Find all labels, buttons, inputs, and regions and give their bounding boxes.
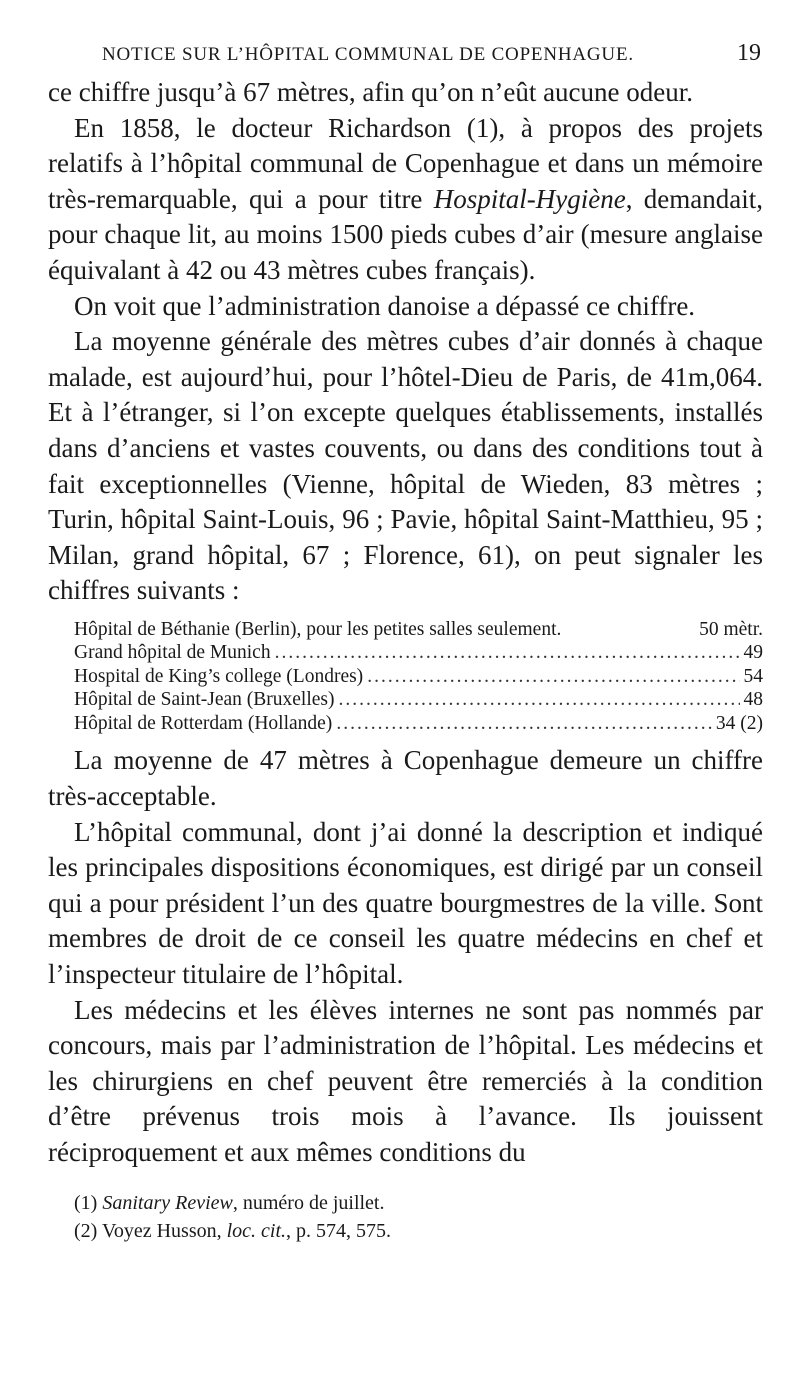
- footnote-2: [74, 1217, 763, 1245]
- paragraph-6: L’hôpital communal, dont j’ai donné la description et indiqué les principales dispositions économiques, est dirigé par un conseil qui a pour président l’un des quatre bourgmestres de la ville. Sont membres de droit de ce conseil les quatre médecins en chef et l’inspecteur titulaire de l’hôpital.: [48, 816, 763, 989]
- leader-dots: [338, 688, 739, 712]
- footnote-1: [74, 1189, 763, 1217]
- leader-dots: [275, 641, 740, 665]
- table-row-name: Hôpital de Rotterdam (Hollande): [74, 712, 333, 734]
- running-head: [48, 40, 763, 67]
- hospital-air-volume-table: [74, 618, 763, 736]
- table-row: [74, 641, 763, 665]
- body-text: [48, 75, 763, 609]
- footnote-2-mark: (2): [74, 1219, 98, 1242]
- table-row-name: Hôpital de Béthanie (Berlin), pour les petites salles seulement.: [74, 618, 562, 640]
- paragraph-2-text-a: En 1858, le docteur Richardson (1), à propos des projets relatifs à l’hôpital communal de Copenhague et dans un mémoire très-remarquable, qui a pour titre: [48, 112, 763, 214]
- footnote-2-loc-cit: loc. cit.: [226, 1219, 287, 1242]
- paragraph-5: La moyenne de 47 mètres à Copenhague demeure un chiffre très-acceptable.: [48, 745, 763, 811]
- footnotes: [74, 1189, 763, 1245]
- body-text-continued: [48, 743, 763, 1170]
- leader-dots: [367, 665, 739, 689]
- footnote-1-title: Sanitary Review: [102, 1191, 233, 1214]
- table-row: [74, 618, 763, 642]
- footnote-1-text: , numéro de juillet.: [232, 1191, 385, 1214]
- table-row-value: 54: [743, 665, 763, 687]
- paragraph-2: [48, 111, 763, 289]
- table-row-value: 50 mètr.: [699, 618, 763, 640]
- page-number: 19: [737, 40, 761, 66]
- table-row-value: 49: [743, 642, 763, 664]
- paragraph-1: ce chiffre jusqu’à 67 mètres, afin qu’on n’eût aucune odeur.: [48, 77, 694, 107]
- leader-dots: [336, 712, 712, 736]
- table-row-value: 34 (2): [715, 712, 763, 734]
- paragraph-7: Les médecins et les élèves internes ne sont pas nommés par concours, mais par l’administration de l’hôpital. Les médecins et les chirurgiens en chef peuvent être remerciés à la condition d’être prévenus trois mois à l’avance. Ils jouissent réciproquement et aux mêmes conditions du: [48, 994, 763, 1167]
- table-row: [74, 665, 763, 689]
- paragraph-4: La moyenne générale des mètres cubes d’air donnés à chaque malade, est aujourd’hui, pour l’hôtel-Dieu de Paris, de 41m,064. Et à l’étranger, si l’on excepte quelques établissements, installés dans d’anciens et vastes couvents, ou dans des conditions tout à fait exceptionnelles (Vienne, hôpital de Wieden, 83 mètres ; Turin, hôpital Saint-Louis, 96 ; Pavie, hôpital Saint-Matthieu, 95 ; Milan, grand hôpital, 67 ; Florence, 61), on peut signaler les chiffres suivants :: [48, 326, 763, 606]
- footnote-2-text-b: , p. 574, 575.: [286, 1219, 392, 1242]
- document-page: [48, 40, 763, 1245]
- footnote-1-mark: (1): [74, 1191, 98, 1214]
- paragraph-2-text-b: , demandait, pour chaque lit, au moins 1500 pieds cubes d’air (mesure anglaise équivalant à 42 ou 43 mètres cubes français).: [48, 183, 763, 285]
- paragraph-2-book-title: Hospital-Hygiène: [433, 183, 626, 214]
- table-row-name: Hospital de King’s college (Londres): [74, 665, 364, 687]
- table-row: [74, 688, 763, 712]
- table-row-value: 48: [743, 689, 763, 711]
- footnote-2-text-a: Voyez Husson,: [101, 1219, 227, 1242]
- table-row-name: Hôpital de Saint-Jean (Bruxelles): [74, 689, 335, 711]
- paragraph-3: On voit que l’administration danoise a dépassé ce chiffre.: [74, 290, 696, 321]
- table-row-name: Grand hôpital de Munich: [74, 642, 271, 664]
- table-row: [74, 712, 763, 736]
- running-title: NOTICE SUR L’HÔPITAL COMMUNAL DE COPENHAGUE.: [102, 44, 634, 65]
